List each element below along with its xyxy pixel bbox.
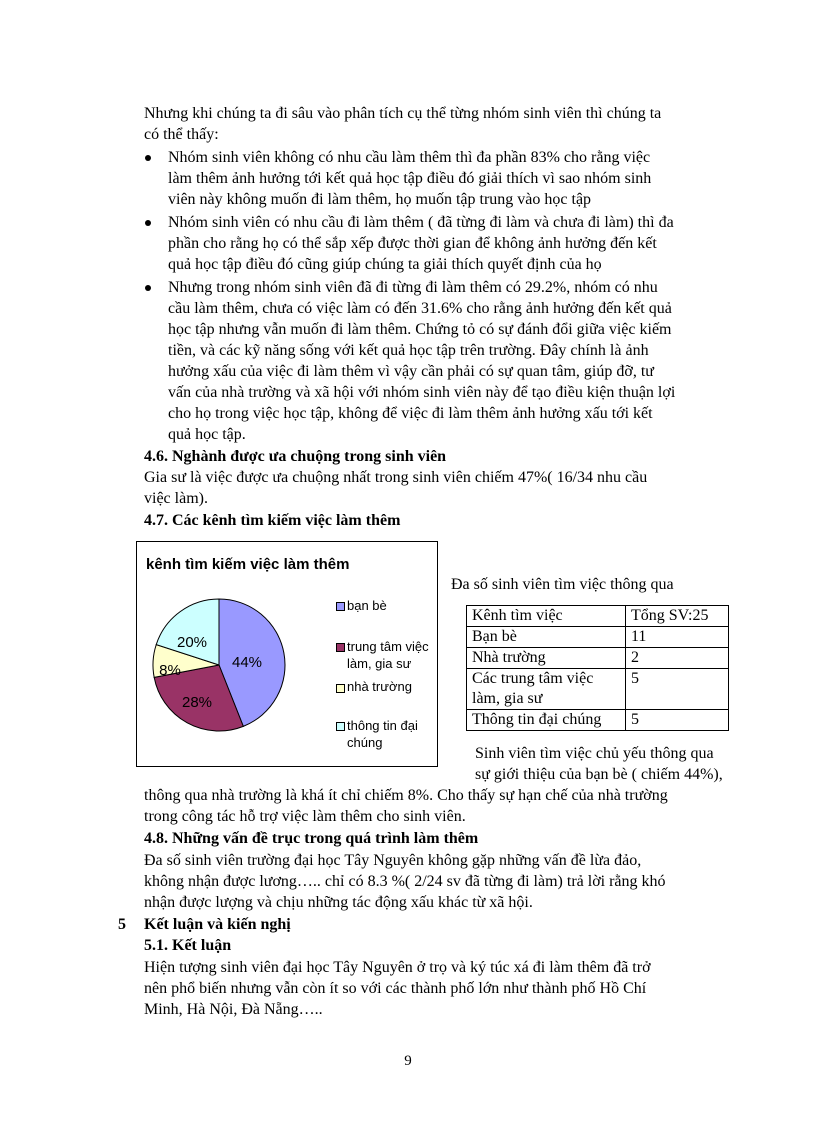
chart-title: kênh tìm kiếm việc làm thêm	[146, 556, 350, 573]
table-cell: 5	[626, 669, 729, 710]
table-row	[467, 669, 729, 710]
paragraph-line: nhận được lượng và chịu những tác động xấu khác từ xã hội.	[144, 894, 533, 911]
table-cell: Thông tin đại chúng	[467, 710, 626, 731]
table-row	[467, 710, 729, 731]
bullet-dot	[145, 285, 151, 291]
paragraph-line: sự giới thiệu của bạn bè ( chiếm 44%),	[475, 766, 723, 783]
bullet-line: quả học tập.	[168, 426, 246, 443]
bullet-line: làm thêm ảnh hưởng tới kết quả học tập điều đó giải thích vì sao nhóm sinh	[168, 170, 652, 187]
bullet-line: vấn của nhà trường và xã hội với nhóm sinh viên này để tạo điều kiện thuận lợi	[168, 384, 676, 401]
table-cell: Các trung tâm việc làm, gia sư	[467, 669, 626, 710]
paragraph-line: việc làm).	[144, 490, 208, 507]
table-row	[467, 648, 729, 669]
paragraph-line: thông qua nhà trường là khá ít chỉ chiếm 8%. Cho thấy sự hạn chế của nhà trường	[144, 787, 668, 804]
paragraph-line: Đa số sinh viên trường đại học Tây Nguyên không gặp những vấn đề lừa đảo,	[144, 852, 642, 869]
legend-swatch-thong-tin	[336, 722, 345, 731]
legend-swatch-nha-truong	[336, 684, 345, 693]
paragraph-line: nên phổ biến nhưng vẫn còn ít so với các thành phố lớn như thành phố Hồ Chí	[144, 980, 647, 997]
paragraph-line: Gia sư là việc được ưa chuộng nhất trong sinh viên chiếm 47%( 16/34 nhu cầu	[144, 469, 648, 486]
bullet-dot	[145, 155, 151, 161]
channel-table	[466, 605, 729, 731]
side-text: Đa số sinh viên tìm việc thông qua	[451, 576, 674, 593]
paragraph-line: trong công tác hỗ trợ việc làm thêm cho sinh viên.	[144, 808, 466, 825]
bullet-dot	[145, 220, 151, 226]
paragraph-line: Sinh viên tìm việc chủ yếu thông qua	[475, 745, 714, 762]
section-heading-4-8: 4.8. Những vấn đề trục trong quá trình làm thêm	[144, 830, 479, 847]
legend-label-ban-be: bạn bè	[347, 598, 387, 613]
page-number: 9	[404, 1053, 412, 1069]
bullet-line: Nhóm sinh viên không có nhu cầu làm thêm thì đa phần 83% cho rằng việc	[168, 149, 651, 166]
paragraph-line: không nhận được lương….. chỉ có 8.3 %( 2/24 sv đã từng đi làm) trả lời rằng khó	[144, 873, 666, 890]
legend-swatch-trung-tam	[336, 643, 345, 652]
table-header-row	[467, 606, 729, 627]
section-heading-5-1: 5.1. Kết luận	[144, 937, 232, 954]
table-cell: 11	[626, 627, 729, 648]
bullet-line: phần cho rằng họ có thể sắp xếp được thời gian để không ảnh hưởng đến kết	[168, 235, 657, 252]
intro-line: có thể thấy:	[144, 126, 219, 143]
table-header-cell: Tổng SV:25	[626, 606, 729, 627]
intro-line: Nhưng khi chúng ta đi sâu vào phân tích cụ thể từng nhóm sinh viên thì chúng ta	[144, 105, 662, 122]
legend-label-nha-truong: nhà trường	[347, 679, 412, 694]
pie-label-3: 20%	[176, 634, 208, 651]
paragraph-line: Minh, Hà Nội, Đà Nẵng…..	[144, 1001, 323, 1018]
table-cell: Bạn bè	[467, 627, 626, 648]
legend-label-trung-tam-2: làm, gia sư	[347, 656, 412, 671]
bullet-line: học tập nhưng vẫn muốn đi làm thêm. Chứng tỏ có sự đánh đổi giữa việc kiếm	[168, 321, 672, 338]
pie-label-0: 44%	[231, 654, 263, 671]
legend-label-trung-tam: trung tâm việc	[347, 639, 429, 654]
bullet-line: cho họ trong việc học tập, không để việc đi làm thêm ảnh hưởng xấu tới kết	[168, 405, 653, 422]
pie-label-1: 28%	[181, 694, 213, 711]
bullet-line: Nhưng trong nhóm sinh viên đã đi từng đi làm thêm có 29.2%, nhóm có nhu	[168, 279, 658, 296]
pie-label-2: 8%	[159, 662, 181, 679]
table-cell: Nhà trường	[467, 648, 626, 669]
bullet-line: hưởng xấu của việc đi làm thêm vì vậy cần phải có sự quan tâm, giúp đỡ, tư	[168, 363, 654, 380]
section-number-5: 5	[118, 916, 126, 933]
bullet-line: Nhóm sinh viên có nhu cầu đi làm thêm ( đã từng đi làm và chưa đi làm) thì đa	[168, 214, 674, 231]
section-heading-4-6: 4.6. Nghành được ưa chuộng trong sinh viên	[144, 448, 447, 465]
bullet-line: quả học tập điều đó cũng giúp chúng ta giải thích quyết định của họ	[168, 256, 602, 273]
legend-swatch-ban-be	[336, 602, 345, 611]
table-header-cell: Kênh tìm việc	[467, 606, 626, 627]
section-heading-4-7: 4.7. Các kênh tìm kiếm việc làm thêm	[144, 512, 401, 529]
paragraph-line: Hiện tượng sinh viên đại học Tây Nguyên ở trọ và ký túc xá đi làm thêm đã trở	[144, 959, 651, 976]
legend-label-thong-tin: thông tin đại	[347, 718, 418, 733]
bullet-line: viên này không muốn đi làm thêm, họ muốn tập trung vào học tập	[168, 191, 592, 208]
table-cell: 5	[626, 710, 729, 731]
pie-chart-frame	[136, 541, 438, 767]
table-row	[467, 627, 729, 648]
bullet-line: cầu làm thêm, chưa có việc làm có đến 31.6% cho rằng ảnh hưởng đến kết quả	[168, 300, 672, 317]
table-cell: 2	[626, 648, 729, 669]
bullet-line: tiền, và các kỹ năng sống với kết quả học tập trên trường. Đây chính là ảnh	[168, 342, 649, 359]
legend-label-thong-tin-2: chúng	[347, 735, 383, 750]
section-heading-5: Kết luận và kiến nghị	[144, 916, 291, 933]
